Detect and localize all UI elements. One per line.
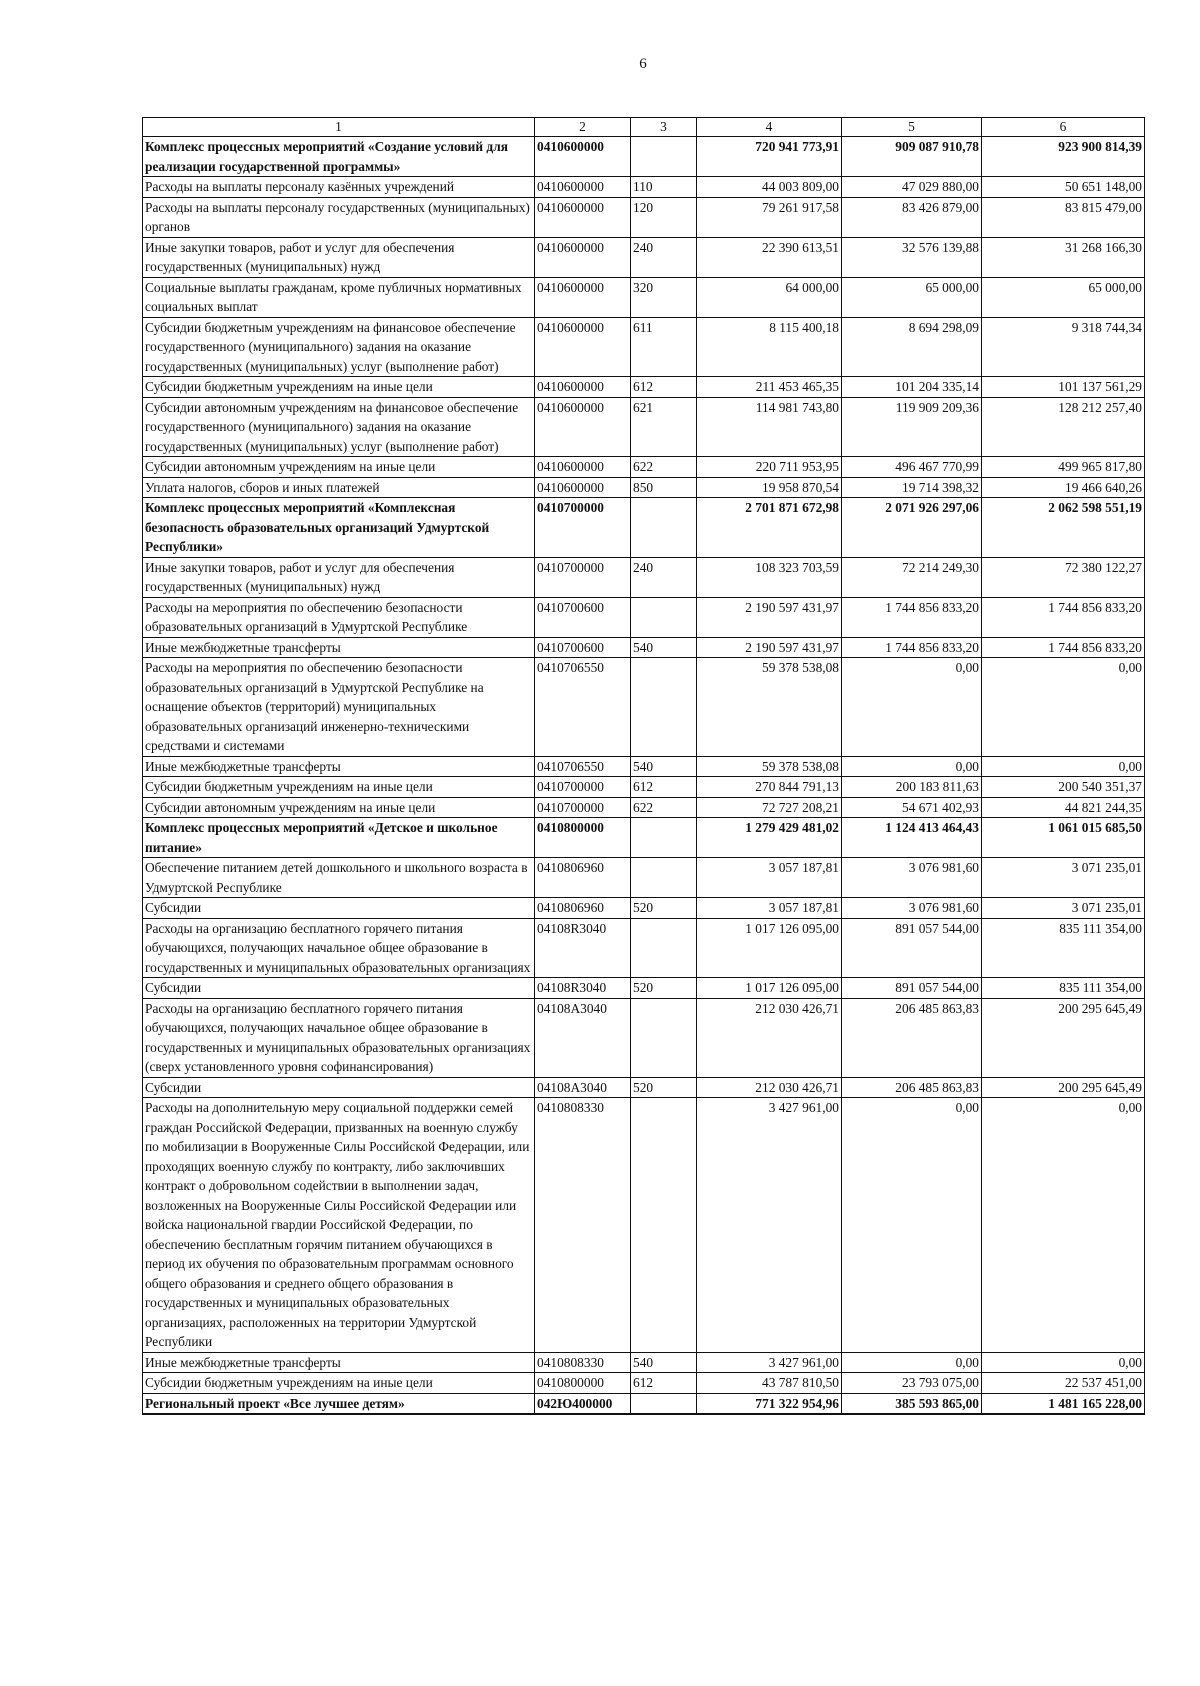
row-value-col4-cell: 3 427 961,00 (697, 1352, 842, 1373)
table-row (143, 998, 1145, 1077)
row-value-col4-cell: 72 727 208,21 (697, 797, 842, 818)
row-code-cell: 04108R3040 (535, 978, 631, 999)
row-expense-type-cell (631, 1393, 697, 1414)
row-name-cell: Социальные выплаты гражданам, кроме публичных нормативных социальных выплат (143, 277, 535, 317)
row-expense-type-cell (631, 858, 697, 898)
row-expense-type-cell: 540 (631, 637, 697, 658)
row-value-col6-cell: 200 295 645,49 (982, 998, 1145, 1077)
row-expense-type-cell (631, 498, 697, 558)
row-name-cell: Комплекс процессных мероприятий «Создание условий для реализации государственной программы» (143, 137, 535, 177)
row-value-col5-cell: 0,00 (842, 1098, 982, 1353)
row-expense-type-cell: 621 (631, 397, 697, 457)
row-expense-type-cell (631, 998, 697, 1077)
row-code-cell: 0410700600 (535, 637, 631, 658)
row-name-cell: Расходы на мероприятия по обеспечению безопасности образовательных организаций в Удмуртской Республике на оснащение объектов (территорий) муниципальных образовательных организаций инженерно-техническими средствами и системами (143, 658, 535, 757)
row-value-col6-cell: 835 111 354,00 (982, 918, 1145, 978)
row-value-col5-cell: 1 744 856 833,20 (842, 597, 982, 637)
row-value-col6-cell: 19 466 640,26 (982, 477, 1145, 498)
row-name-cell: Субсидии бюджетным учреждениям на иные цели (143, 1373, 535, 1394)
header-col-3: 3 (631, 118, 697, 137)
header-col-2: 2 (535, 118, 631, 137)
row-value-col5-cell: 909 087 910,78 (842, 137, 982, 177)
row-value-col4-cell: 114 981 743,80 (697, 397, 842, 457)
row-expense-type-cell: 120 (631, 197, 697, 237)
row-value-col5-cell: 32 576 139,88 (842, 237, 982, 277)
table-row (143, 658, 1145, 757)
table-row (143, 137, 1145, 177)
row-name-cell: Субсидии бюджетным учреждениям на иные цели (143, 377, 535, 398)
row-value-col6-cell: 499 965 817,80 (982, 457, 1145, 478)
row-value-col5-cell: 2 071 926 297,06 (842, 498, 982, 558)
row-value-col6-cell: 3 071 235,01 (982, 898, 1145, 919)
row-value-col4-cell: 1 279 429 481,02 (697, 818, 842, 858)
row-value-col4-cell: 3 427 961,00 (697, 1098, 842, 1353)
row-name-cell: Региональный проект «Все лучшее детям» (143, 1393, 535, 1414)
table-row (143, 498, 1145, 558)
row-code-cell: 0410600000 (535, 197, 631, 237)
row-value-col5-cell: 1 744 856 833,20 (842, 637, 982, 658)
row-value-col4-cell: 771 322 954,96 (697, 1393, 842, 1414)
row-value-col4-cell: 8 115 400,18 (697, 317, 842, 377)
row-name-cell: Иные межбюджетные трансферты (143, 1352, 535, 1373)
row-code-cell: 0410600000 (535, 177, 631, 198)
row-code-cell: 0410700600 (535, 597, 631, 637)
table-row (143, 1098, 1145, 1353)
row-value-col6-cell: 0,00 (982, 756, 1145, 777)
row-value-col6-cell: 1 061 015 685,50 (982, 818, 1145, 858)
row-name-cell: Обеспечение питанием детей дошкольного и школьного возраста в Удмуртской Республике (143, 858, 535, 898)
table-header-row (143, 118, 1145, 137)
row-name-cell: Субсидии бюджетным учреждениям на иные цели (143, 777, 535, 798)
row-expense-type-cell: 520 (631, 978, 697, 999)
row-code-cell: 04108R3040 (535, 918, 631, 978)
row-code-cell: 0410600000 (535, 457, 631, 478)
row-value-col5-cell: 0,00 (842, 658, 982, 757)
row-value-col5-cell: 19 714 398,32 (842, 477, 982, 498)
row-code-cell: 0410700000 (535, 498, 631, 558)
row-value-col6-cell: 128 212 257,40 (982, 397, 1145, 457)
row-value-col6-cell: 50 651 148,00 (982, 177, 1145, 198)
row-code-cell: 0410600000 (535, 477, 631, 498)
row-name-cell: Субсидии автономным учреждениям на финансовое обеспечение государственного (муниципального) задания на оказание государственных (муниципальных) услуг (выполнение работ) (143, 397, 535, 457)
row-value-col5-cell: 206 485 863,83 (842, 998, 982, 1077)
row-expense-type-cell (631, 658, 697, 757)
table-row (143, 377, 1145, 398)
row-value-col5-cell: 206 485 863,83 (842, 1077, 982, 1098)
row-code-cell: 0410600000 (535, 277, 631, 317)
row-code-cell: 0410706550 (535, 658, 631, 757)
row-value-col5-cell: 72 214 249,30 (842, 557, 982, 597)
row-value-col6-cell: 2 062 598 551,19 (982, 498, 1145, 558)
table-row (143, 797, 1145, 818)
header-col-1: 1 (143, 118, 535, 137)
row-expense-type-cell: 612 (631, 777, 697, 798)
row-name-cell: Субсидии бюджетным учреждениям на финансовое обеспечение государственного (муниципального) задания на оказание государственных (муниципальных) услуг (выполнение работ) (143, 317, 535, 377)
row-value-col6-cell: 65 000,00 (982, 277, 1145, 317)
row-expense-type-cell: 110 (631, 177, 697, 198)
row-value-col4-cell: 43 787 810,50 (697, 1373, 842, 1394)
row-value-col4-cell: 1 017 126 095,00 (697, 978, 842, 999)
row-value-col5-cell: 3 076 981,60 (842, 898, 982, 919)
row-value-col4-cell: 64 000,00 (697, 277, 842, 317)
row-name-cell: Расходы на мероприятия по обеспечению безопасности образовательных организаций в Удмуртской Республике (143, 597, 535, 637)
table-row (143, 1077, 1145, 1098)
row-expense-type-cell: 520 (631, 1077, 697, 1098)
row-value-col5-cell: 1 124 413 464,43 (842, 818, 982, 858)
row-value-col4-cell: 220 711 953,95 (697, 457, 842, 478)
row-value-col6-cell: 0,00 (982, 1098, 1145, 1353)
row-expense-type-cell (631, 818, 697, 858)
row-code-cell: 04108A3040 (535, 998, 631, 1077)
table-row (143, 237, 1145, 277)
table-row (143, 756, 1145, 777)
row-value-col6-cell: 0,00 (982, 1352, 1145, 1373)
table-row (143, 457, 1145, 478)
table-row (143, 918, 1145, 978)
row-code-cell: 0410706550 (535, 756, 631, 777)
row-value-col6-cell: 3 071 235,01 (982, 858, 1145, 898)
row-code-cell: 0410700000 (535, 777, 631, 798)
row-value-col4-cell: 59 378 538,08 (697, 756, 842, 777)
table-row (143, 277, 1145, 317)
page-number: 6 (639, 56, 647, 72)
row-name-cell: Расходы на организацию бесплатного горячего питания обучающихся, получающих начальное общее образование в государственных и муниципальных образовательных организациях (143, 918, 535, 978)
row-name-cell: Уплата налогов, сборов и иных платежей (143, 477, 535, 498)
row-code-cell: 0410800000 (535, 1373, 631, 1394)
row-name-cell: Субсидии (143, 978, 535, 999)
row-name-cell: Иные закупки товаров, работ и услуг для обеспечения государственных (муниципальных) нужд (143, 237, 535, 277)
row-name-cell: Субсидии автономным учреждениям на иные цели (143, 457, 535, 478)
table-row (143, 858, 1145, 898)
row-name-cell: Расходы на выплаты персоналу государственных (муниципальных) органов (143, 197, 535, 237)
table-row (143, 197, 1145, 237)
table-row (143, 777, 1145, 798)
row-value-col6-cell: 83 815 479,00 (982, 197, 1145, 237)
header-col-4: 4 (697, 118, 842, 137)
row-value-col5-cell: 101 204 335,14 (842, 377, 982, 398)
row-expense-type-cell: 850 (631, 477, 697, 498)
row-value-col4-cell: 1 017 126 095,00 (697, 918, 842, 978)
row-value-col5-cell: 0,00 (842, 1352, 982, 1373)
row-value-col6-cell: 9 318 744,34 (982, 317, 1145, 377)
row-value-col5-cell: 23 793 075,00 (842, 1373, 982, 1394)
table-row (143, 597, 1145, 637)
row-value-col4-cell: 79 261 917,58 (697, 197, 842, 237)
row-code-cell: 0410808330 (535, 1098, 631, 1353)
row-value-col4-cell: 2 190 597 431,97 (697, 597, 842, 637)
row-value-col5-cell: 3 076 981,60 (842, 858, 982, 898)
row-value-col4-cell: 44 003 809,00 (697, 177, 842, 198)
row-code-cell: 0410700000 (535, 797, 631, 818)
header-col-6: 6 (982, 118, 1145, 137)
row-code-cell: 0410800000 (535, 818, 631, 858)
row-code-cell: 04108A3040 (535, 1077, 631, 1098)
row-value-col4-cell: 270 844 791,13 (697, 777, 842, 798)
row-name-cell: Комплекс процессных мероприятий «Детское и школьное питание» (143, 818, 535, 858)
table-row (143, 477, 1145, 498)
row-value-col6-cell: 1 481 165 228,00 (982, 1393, 1145, 1414)
row-value-col5-cell: 496 467 770,99 (842, 457, 982, 478)
row-expense-type-cell: 520 (631, 898, 697, 919)
row-value-col5-cell: 0,00 (842, 756, 982, 777)
table-row (143, 1373, 1145, 1394)
row-value-col6-cell: 101 137 561,29 (982, 377, 1145, 398)
row-name-cell: Иные закупки товаров, работ и услуг для обеспечения государственных (муниципальных) нужд (143, 557, 535, 597)
row-name-cell: Субсидии автономным учреждениям на иные цели (143, 797, 535, 818)
row-expense-type-cell: 540 (631, 756, 697, 777)
row-value-col6-cell: 1 744 856 833,20 (982, 637, 1145, 658)
row-value-col5-cell: 891 057 544,00 (842, 978, 982, 999)
row-value-col4-cell: 2 701 871 672,98 (697, 498, 842, 558)
row-value-col4-cell: 19 958 870,54 (697, 477, 842, 498)
row-value-col4-cell: 22 390 613,51 (697, 237, 842, 277)
row-expense-type-cell (631, 137, 697, 177)
row-code-cell: 0410600000 (535, 237, 631, 277)
row-value-col6-cell: 200 540 351,37 (982, 777, 1145, 798)
row-name-cell: Субсидии (143, 1077, 535, 1098)
row-value-col4-cell: 59 378 538,08 (697, 658, 842, 757)
row-code-cell: 0410808330 (535, 1352, 631, 1373)
row-expense-type-cell: 622 (631, 457, 697, 478)
row-name-cell: Субсидии (143, 898, 535, 919)
table-row (143, 1352, 1145, 1373)
table-row (143, 898, 1145, 919)
header-col-5: 5 (842, 118, 982, 137)
row-name-cell: Расходы на выплаты персоналу казённых учреждений (143, 177, 535, 198)
row-expense-type-cell: 612 (631, 1373, 697, 1394)
row-expense-type-cell (631, 597, 697, 637)
row-value-col5-cell: 200 183 811,63 (842, 777, 982, 798)
row-value-col4-cell: 720 941 773,91 (697, 137, 842, 177)
row-expense-type-cell: 240 (631, 237, 697, 277)
row-code-cell: 0410600000 (535, 137, 631, 177)
row-value-col4-cell: 3 057 187,81 (697, 858, 842, 898)
row-code-cell: 042Ю400000 (535, 1393, 631, 1414)
row-expense-type-cell: 612 (631, 377, 697, 398)
row-expense-type-cell: 320 (631, 277, 697, 317)
row-value-col4-cell: 2 190 597 431,97 (697, 637, 842, 658)
table-row (143, 1393, 1145, 1414)
row-expense-type-cell (631, 918, 697, 978)
row-value-col5-cell: 83 426 879,00 (842, 197, 982, 237)
row-value-col4-cell: 211 453 465,35 (697, 377, 842, 398)
table-row (143, 818, 1145, 858)
row-name-cell: Иные межбюджетные трансферты (143, 637, 535, 658)
row-code-cell: 0410806960 (535, 858, 631, 898)
row-value-col6-cell: 44 821 244,35 (982, 797, 1145, 818)
row-name-cell: Расходы на дополнительную меру социальной поддержки семей граждан Российской Федерации, призванных на военную службу по мобилизации в Вооруженные Силы Российской Федерации, или проходящих военную службу по контракту, либо заключивших контракт о добровольном содействии в выполнении задач, возложенных на Вооруженные Силы Российской Федерации или войска национальной гвардии Российской Федерации, по обеспечению бесплатным горячим питанием обучающихся в период их обучения по образовательным программам основного общего образования и среднего общего образования в государственных и муниципальных образовательных организациях, расположенных на территории Удмуртской Республики (143, 1098, 535, 1353)
row-value-col6-cell: 1 744 856 833,20 (982, 597, 1145, 637)
row-value-col5-cell: 119 909 209,36 (842, 397, 982, 457)
row-expense-type-cell: 622 (631, 797, 697, 818)
row-value-col4-cell: 3 057 187,81 (697, 898, 842, 919)
row-value-col6-cell: 22 537 451,00 (982, 1373, 1145, 1394)
table-row (143, 317, 1145, 377)
row-value-col6-cell: 923 900 814,39 (982, 137, 1145, 177)
table-row (143, 637, 1145, 658)
row-expense-type-cell: 540 (631, 1352, 697, 1373)
row-value-col5-cell: 47 029 880,00 (842, 177, 982, 198)
row-expense-type-cell (631, 1098, 697, 1353)
row-value-col6-cell: 835 111 354,00 (982, 978, 1145, 999)
row-name-cell: Расходы на организацию бесплатного горячего питания обучающихся, получающих начальное общее образование в государственных и муниципальных образовательных организациях (сверх установленного уровня софинансирования) (143, 998, 535, 1077)
row-value-col6-cell: 0,00 (982, 658, 1145, 757)
table-row (143, 557, 1145, 597)
row-value-col4-cell: 212 030 426,71 (697, 1077, 842, 1098)
row-value-col5-cell: 8 694 298,09 (842, 317, 982, 377)
row-name-cell: Комплекс процессных мероприятий «Комплексная безопасность образовательных организаций Удмуртской Республики» (143, 498, 535, 558)
row-value-col5-cell: 891 057 544,00 (842, 918, 982, 978)
budget-table-body (143, 137, 1145, 1415)
row-value-col6-cell: 31 268 166,30 (982, 237, 1145, 277)
row-expense-type-cell: 240 (631, 557, 697, 597)
table-row (143, 397, 1145, 457)
row-code-cell: 0410600000 (535, 317, 631, 377)
row-name-cell: Иные межбюджетные трансферты (143, 756, 535, 777)
row-value-col6-cell: 200 295 645,49 (982, 1077, 1145, 1098)
row-value-col4-cell: 108 323 703,59 (697, 557, 842, 597)
row-code-cell: 0410700000 (535, 557, 631, 597)
row-value-col6-cell: 72 380 122,27 (982, 557, 1145, 597)
row-code-cell: 0410806960 (535, 898, 631, 919)
row-code-cell: 0410600000 (535, 377, 631, 398)
row-value-col5-cell: 385 593 865,00 (842, 1393, 982, 1414)
budget-table (142, 117, 1145, 1415)
row-value-col5-cell: 65 000,00 (842, 277, 982, 317)
row-expense-type-cell: 611 (631, 317, 697, 377)
table-row (143, 978, 1145, 999)
row-value-col5-cell: 54 671 402,93 (842, 797, 982, 818)
table-row (143, 177, 1145, 198)
row-value-col4-cell: 212 030 426,71 (697, 998, 842, 1077)
row-code-cell: 0410600000 (535, 397, 631, 457)
